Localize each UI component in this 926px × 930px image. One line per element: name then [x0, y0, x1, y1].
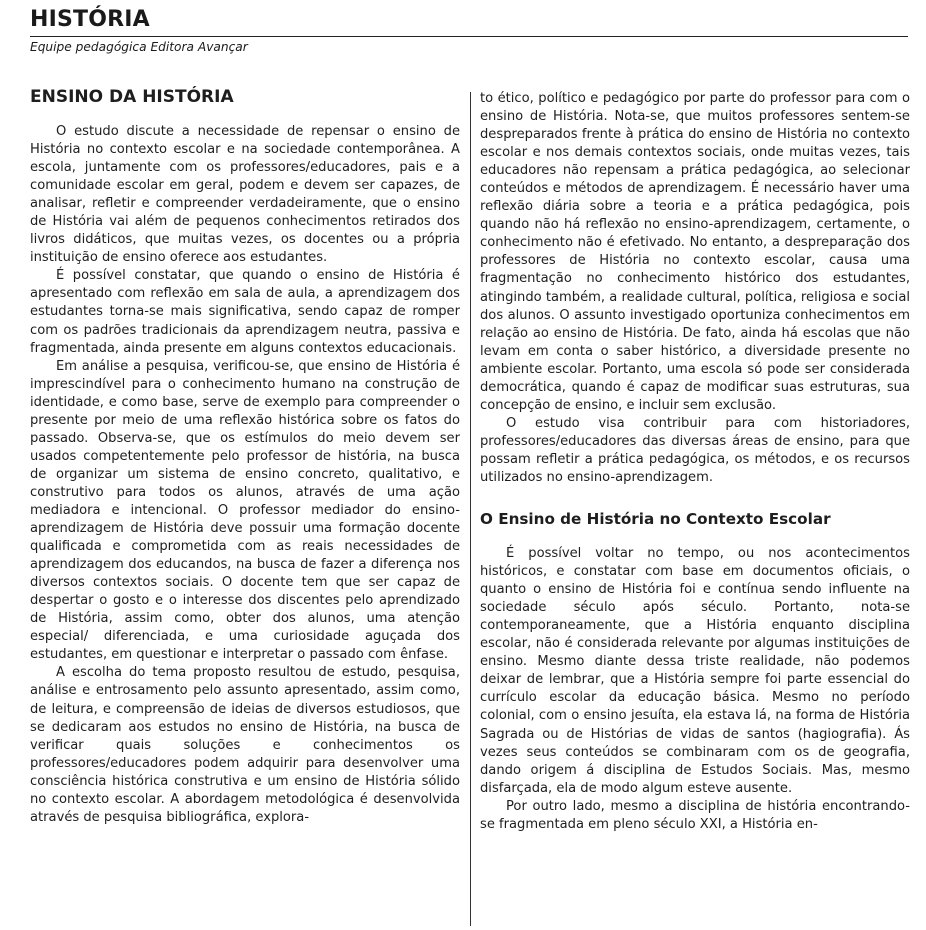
paragraph: Em análise a pesquisa, verificou-se, que ensino de História é imprescindível para o conhecimento humano na construção de identidade, e como base, serve de exemplo para compreender o presente por meio de uma reflexão histórica sobre os fatos do passado. Observa-se, que os estímulos do meio devem ser usados competentemente pelo professor de história, na busca de organizar um sistema de ensino concreto, qualitativo, e construtivo para todos os alunos, através de uma ação mediadora e intencional. O professor mediador do ensino-aprendizagem de História deve possuir uma formação docente qualificada e comprometida com as reais necessidades de aprendizagem dos educandos, na busca de fazer a diferença nos diversos contextos sociais. O docente tem que ser capaz de despertar o gosto e o interesse dos discentes pelo aprendizado de História, assim como, obter dos alunos, uma atenção especial/ diferenciada, e uma curiosidade aguçada dos estudantes, em questionar e interpretar o passado com ênfase. [30, 358, 460, 663]
subheading: O Ensino de História no Contexto Escolar [480, 510, 831, 529]
paragraph-continued: to ético, político e pedagógico por parte do professor para com o ensino de História. Nota-se, que muitos professores sentem-se despreparados frente à prática do ensino de História no contexto escolar e nos demais contextos sociais, onde muitas vezes, tais educadores não repensam a prática pedagógica, ao selecionar conteúdos e métodos de aprendizagem. É necessário haver uma reflexão diária sobre a teoria e a prática pedagógica, pois quando não há reflexão no ensino-aprendizagem, certamente, o conhecimento não é efetivado. No entanto, a despreparação dos professores de História no contexto escolar, causa uma fragmentação no conhecimento histórico dos estudantes, atingindo também, a realidade cultural, política, religiosa e social dos alunos. O assunto investigado oportuniza conhecimentos em relação ao ensino de História. De fato, ainda há escolas que não levam em conta o saber histórico, a diversidade presente no ambiente escolar. Portanto, uma escola só pode ser considerada democrática, quando é capaz de modificar suas estruturas, sua concepção de ensino, e incluir sem exclusão. [480, 91, 910, 413]
column-divider [470, 92, 471, 926]
paragraph: O estudo discute a necessidade de repensar o ensino de História no contexto escolar e na sociedade contemporânea. A escola, juntamente com os professores/educadores, pais e a comunidade escolar em geral, podem e devem ser capazes, de analisar, refletir e compreender verdadeiramente, que o ensino de História vai além de pequenos conhecimentos retirados dos livros didáticos, que muitas vezes, os docentes ou a própria instituição de ensino oferece aos estudantes. [30, 124, 460, 266]
byline: Equipe pedagógica Editora Avançar [30, 40, 248, 54]
left-column [30, 86, 460, 926]
right-column [480, 90, 910, 930]
paragraph: É possível voltar no tempo, ou nos acontecimentos históricos, e constatar com base em documentos oficiais, o quanto o ensino de História foi e contínua sendo influente na sociedade século após século. Portanto, nota-se contemporaneamente, que a História enquanto disciplina escolar, não é considerada relevante por algumas instituições de ensino. Mesmo diante dessa triste realidade, não podemos deixar de lembrar, que a História sempre foi parte essencial do currículo escolar da educação básica. Mesmo no período colonial, com o ensino jesuíta, ela estava lá, na forma de História Sagrada ou de Histórias de vidas de santos (hagiografia). Ás vezes seus conteúdos se combinaram com os de geografia, dando origem á disciplina de Estudos Sociais. Mas, mesmo disfarçada, ela de modo algum esteve ausente. [480, 546, 910, 796]
article-title: ENSINO DA HISTÓRIA [30, 87, 234, 107]
paragraph: É possível constatar, que quando o ensino de História é apresentado com reflexão em sala de aula, a aprendizagem dos estudantes torna-se mais significativa, sendo capaz de romper com os padrões tradicionais da aprendizagem neutra, passiva e fragmentada, ainda presente em alguns contextos educacionais. [30, 268, 460, 356]
paragraph: Por outro lado, mesmo a disciplina de história encontrando-se fragmentada em pleno século XXI, a História en- [480, 798, 910, 832]
paragraph: O estudo visa contribuir para com historiadores, professores/educadores das diversas áreas de ensino, para que possam refletir a prática pedagógica, os métodos, e os recursos utilizados no ensino-aprendizagem. [480, 415, 910, 485]
section-title: HISTÓRIA [30, 7, 150, 32]
paragraph: A escolha do tema proposto resultou de estudo, pesquisa, análise e entrosamento pelo assunto apresentado, assim como, de leitura, e compreensão de ideias de diversos estudiosos, que se dedicaram aos estudos no ensino de História, na busca de verificar quais soluções e conhecimentos os professores/educadores podem adquirir para desenvolver uma consciência histórica construtiva e um ensino de História sólido no contexto escolar. A abordagem metodológica é desenvolvida através de pesquisa bibliográfica, explora- [30, 665, 460, 825]
page-header [30, 6, 908, 54]
header-rule [30, 36, 908, 37]
